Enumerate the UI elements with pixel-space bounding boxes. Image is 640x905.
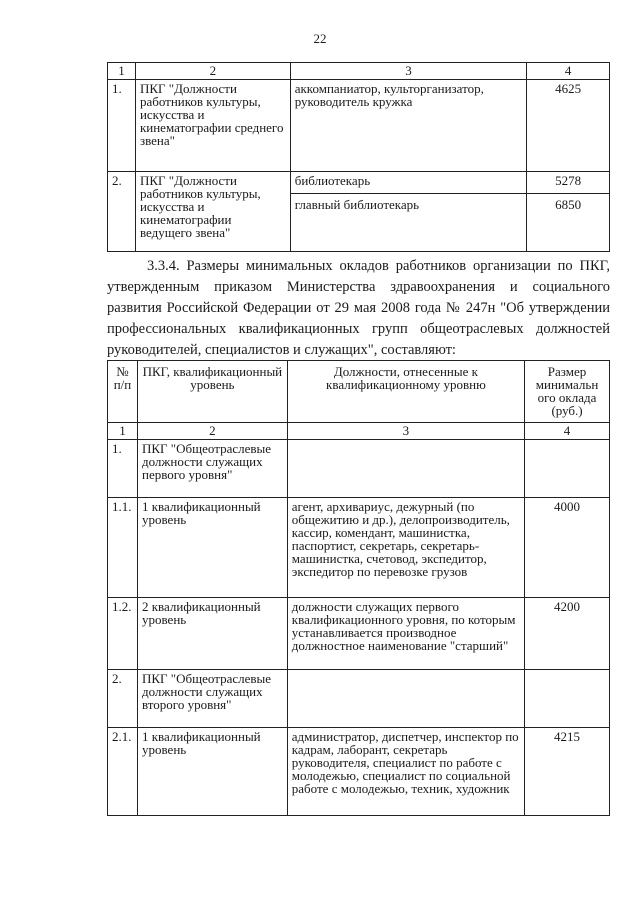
col-number: 1 <box>108 63 136 80</box>
positions-cell: аккомпаниатор, культорганизатор, руководитель кружка <box>290 80 526 172</box>
table-header-row <box>108 361 610 423</box>
pkg-name: ПКГ "Должности работников культуры, искусства и кинематографии ведущего звена" <box>135 172 290 252</box>
salary-value <box>525 440 610 498</box>
row-number: 2. <box>108 670 138 728</box>
header-salary: Размер минимальн ого оклада (руб.) <box>525 361 610 423</box>
table-row <box>108 728 610 816</box>
salary-value: 5278 <box>555 173 582 188</box>
row-number: 1. <box>108 440 138 498</box>
table-row <box>108 498 610 598</box>
salary-value: 6850 <box>527 193 609 211</box>
page-number: 22 <box>313 31 327 46</box>
pkg-name: ПКГ "Должности работников культуры, искусства и кинематографии среднего звена" <box>135 80 290 172</box>
col-number: 1 <box>108 423 138 440</box>
column-number-row <box>108 423 610 440</box>
col-number: 4 <box>525 423 610 440</box>
table-general-positions <box>107 360 610 816</box>
salary-value <box>525 670 610 728</box>
pkg-name: ПКГ "Общеотраслевые должности служащих второго уровня" <box>137 670 287 728</box>
pkg-name: 2 квалификационный уровень <box>137 598 287 670</box>
salary-value: 4200 <box>525 598 610 670</box>
header-number: № п/п <box>108 361 138 423</box>
col-number: 4 <box>527 63 610 80</box>
row-number: 2.1. <box>108 728 138 816</box>
salary-value: 4215 <box>525 728 610 816</box>
paragraph-3-3-4: 3.3.4. Размеры минимальных окладов работников организации по ПКГ, утвержденным приказом Министерства здравоохранения и социального развития Российской Федерации от 29 мая 2008 года № 247н "Об утверждении профессиональных квалификационных групп общеотраслевых должностей руководителей, специалистов и служащих", составляют: <box>107 258 610 358</box>
table-row <box>108 670 610 728</box>
col-number: 3 <box>287 423 524 440</box>
position-librarian: библиотекарь <box>294 173 371 188</box>
positions-cell: администратор, диспетчер, инспектор по кадрам, лаборант, секретарь руководителя, специалист по работе с молодежью, специалист по социальной работе с молодежью, техник, художник <box>287 728 524 816</box>
header-pkg: ПКГ, квалификационный уровень <box>137 361 287 423</box>
positions-cell <box>287 440 524 498</box>
table-culture-positions <box>107 62 610 252</box>
table-row <box>108 598 610 670</box>
table-row <box>108 172 610 252</box>
pkg-name: 1 квалификационный уровень <box>137 498 287 598</box>
pkg-name: 1 квалификационный уровень <box>137 728 287 816</box>
row-number: 1.1. <box>108 498 138 598</box>
positions-cell: агент, архивариус, дежурный (по общежитию и др.), делопроизводитель, кассир, комендант, машинистка, паспортист, секретарь, секретарь-машинистка, счетовод, экспедитор, экспедитор по перевозке грузов <box>287 498 524 598</box>
header-positions: Должности, отнесенные к квалификационному уровню <box>287 361 524 423</box>
row-number: 1.2. <box>108 598 138 670</box>
positions-cell <box>290 172 526 252</box>
pkg-name: ПКГ "Общеотраслевые должности служащих первого уровня" <box>137 440 287 498</box>
col-number: 2 <box>137 423 287 440</box>
column-number-row <box>108 63 610 80</box>
table-row <box>108 440 610 498</box>
salary-values <box>527 172 610 252</box>
salary-value: 4000 <box>525 498 610 598</box>
row-number: 1. <box>108 80 136 172</box>
positions-cell <box>287 670 524 728</box>
salary-value: 4625 <box>527 80 610 172</box>
position-chief-librarian: главный библиотекарь <box>291 193 526 211</box>
positions-cell: должности служащих первого квалификационного уровня, по которым устанавливается производное должностное наименование "старший" <box>287 598 524 670</box>
col-number: 3 <box>290 63 526 80</box>
row-number: 2. <box>108 172 136 252</box>
col-number: 2 <box>135 63 290 80</box>
table-row <box>108 80 610 172</box>
